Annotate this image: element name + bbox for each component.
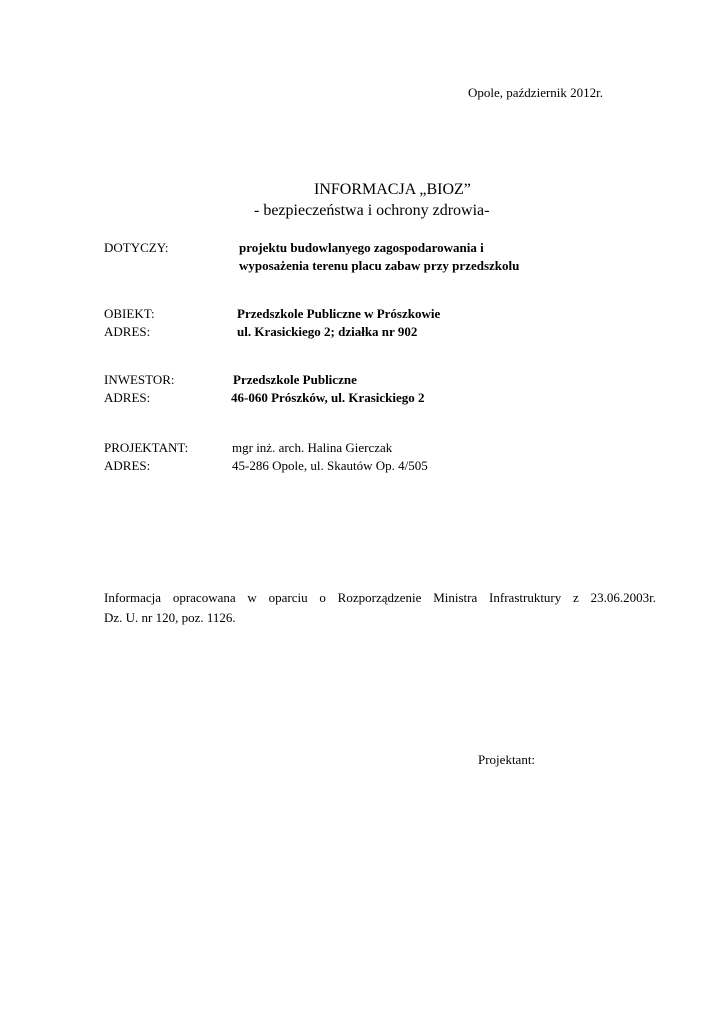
inwestor-value: Przedszkole Publiczne: [233, 372, 357, 387]
date-line: Opole, październik 2012r.: [468, 85, 604, 100]
document-subtitle: - bezpieczeństwa i ochrony zdrowia-: [254, 202, 490, 219]
legal-basis-paragraph: [104, 588, 656, 628]
projektant-adres-value: 45-286 Opole, ul. Skautów Op. 4/505: [232, 458, 428, 473]
projektant-label: PROJEKTANT:: [104, 440, 189, 455]
obiekt-label: OBIEKT:: [104, 306, 155, 321]
signature-label: Projektant:: [478, 752, 536, 767]
obiekt-adres-value: ul. Krasickiego 2; działka nr 902: [237, 324, 418, 339]
obiekt-value: Przedszkole Publiczne w Prószkowie: [237, 306, 441, 321]
projektant-value: mgr inż. arch. Halina Gierczak: [232, 440, 393, 455]
dotyczy-label: DOTYCZY:: [104, 240, 169, 255]
dotyczy-value-line1: projektu budowlanyego zagospodarowania i: [239, 240, 484, 255]
inwestor-label: INWESTOR:: [104, 372, 175, 387]
projektant-adres-label: ADRES:: [104, 458, 151, 473]
inwestor-adres-value: 46-060 Prószków, ul. Krasickiego 2: [231, 390, 425, 405]
inwestor-adres-label: ADRES:: [104, 390, 151, 405]
document-title: INFORMACJA „BIOZ”: [314, 181, 471, 198]
legal-basis-line1: Informacja opracowana w oparciu o Rozporządzenie Ministra Infrastruktury z 23.06.2003r.: [104, 590, 656, 605]
obiekt-adres-label: ADRES:: [104, 324, 151, 339]
legal-basis-line2: Dz. U. nr 120, poz. 1126.: [104, 610, 236, 625]
dotyczy-value-line2: wyposażenia terenu placu zabaw przy przedszkolu: [239, 258, 520, 273]
